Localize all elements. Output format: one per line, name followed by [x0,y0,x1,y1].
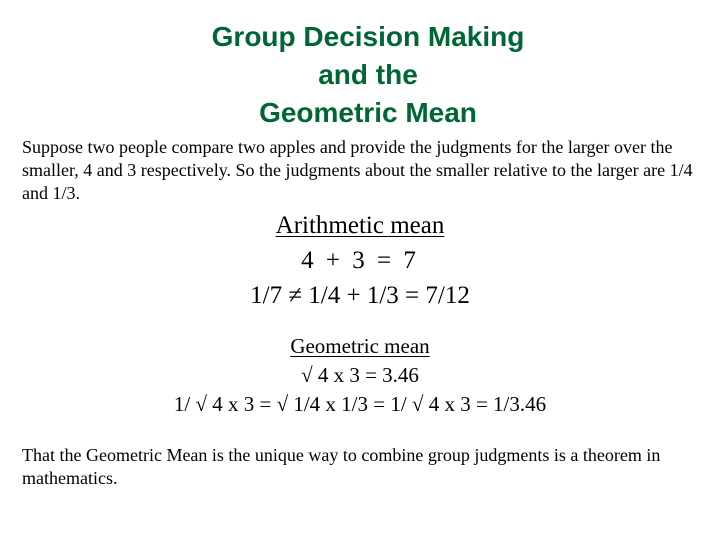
arithmetic-equation-1: 4 + 3 = 7 [301,247,419,274]
title-line-2: and the [318,59,418,90]
geometric-mean-block [0,332,720,419]
geometric-equation-1: √ 4 x 3 = 3.46 [301,363,419,387]
title-line-3: Geometric Mean [259,97,477,128]
geometric-mean-heading: Geometric mean [290,334,430,358]
intro-paragraph: Suppose two people compare two apples and provide the judgments for the larger over the smaller, 4 and 3 respectively. So the judgments about the smaller relative to the larger are 1/4 and 1/3. [22,137,693,203]
conclusion-paragraph: That the Geometric Mean is the unique way to combine group judgments is a theorem in mathematics. [22,445,661,488]
slide-title [0,18,720,132]
arithmetic-mean-block [0,208,720,313]
arithmetic-mean-heading: Arithmetic mean [275,212,445,239]
title-line-1: Group Decision Making [211,21,525,52]
geometric-equation-2: 1/ √ 4 x 3 = √ 1/4 x 1/3 = 1/ √ 4 x 3 = 1/3.46 [173,392,547,416]
arithmetic-equation-2: 1/7 ≠ 1/4 + 1/3 = 7/12 [250,282,470,309]
